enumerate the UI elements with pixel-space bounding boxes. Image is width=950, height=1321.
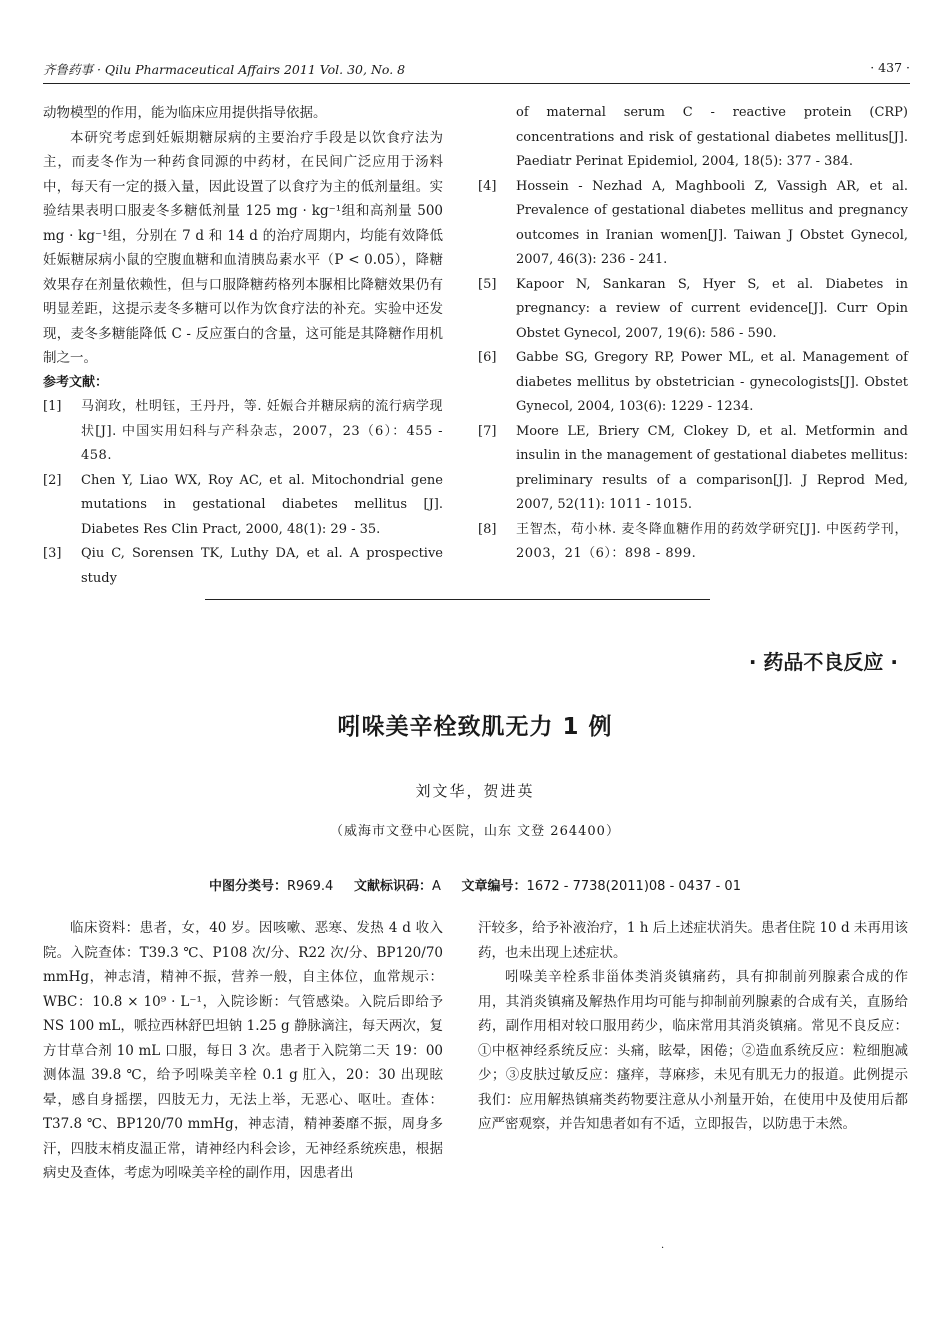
reference-number: [8] (478, 521, 497, 537)
reference-number: [5] (478, 276, 497, 292)
journal-citation: 齐鲁药事 · Qilu Pharmaceutical Affairs 2011 Vol. 30, No. 8 (43, 62, 406, 77)
article-right-column (478, 916, 908, 1137)
reference-item (478, 420, 908, 518)
reference-number: [7] (478, 423, 497, 439)
reference-item (478, 346, 908, 420)
reference-text: Gabbe SG, Gregory RP, Power ML, et al. Management of diabetes mellitus by obstetrician - gynecologists[J]. Obstet Gynecol, 2004, 103(6): 1229 - 1234. (516, 350, 908, 414)
reference-number: [1] (43, 399, 62, 414)
reference-number: [2] (43, 472, 62, 488)
header-rule (43, 83, 910, 84)
section-title: · 药品不良反应 · (748, 650, 898, 674)
page-number: · 437 · (870, 60, 910, 75)
reference-text: Hossein - Nezhad A, Maghbooli Z, Vassigh AR, et al. Prevalence of gestational diabetes mellitus and pregnancy outcomes in Iranian women[J]. Taiwan J Obstet Gynecol, 2007, 46(3): 236 - 241. (516, 178, 908, 267)
references-heading: 参考文献： (43, 374, 109, 390)
paragraph: 本研究考虑到妊娠期糖尿病的主要治疗手段是以饮食疗法为主，而麦冬作为一种药食同源的中药材，在民间广泛应用于汤料中，每天有一定的摄入量，因此设置了以食疗为主的低剂量组。实验结果表明口服麦冬多糖低剂量 125 mg · kg⁻¹组和高剂量 500 mg · kg⁻¹组，分别在 7 d 和 14 d 的治疗周期内，均能有效降低妊娠糖尿病小鼠的空腹血糖和血清胰岛素水平（P < 0.05），降糖效果存在剂量依赖性，但与口服降糖药格列本脲相比降糖效果仍有明显差距，这提示麦冬多糖可以作为饮食疗法的补充。实验中还发现，麦冬多糖能降低 C - 反应蛋白的含量，这可能是其降糖作用机制之一。 (43, 129, 443, 366)
article-divider (205, 599, 710, 600)
reference-number: [3] (43, 546, 62, 561)
article-left-column (43, 916, 443, 1186)
reference-item (43, 469, 443, 543)
reference-item-continued (478, 101, 908, 175)
reference-number: [6] (478, 350, 497, 365)
classification-line (0, 875, 950, 894)
article-title: 吲哚美辛栓致肌无力 1 例 (337, 714, 613, 740)
reference-text: Kapoor N, Sankaran S, Hyer S, et al. Diabetes in pregnancy: a review of current evidence[J]. Curr Opin Obstet Gynecol, 2007, 19(6): 586 - 590. (516, 276, 908, 341)
article-no-label: 文章编号： (461, 879, 527, 894)
reference-text: Moore LE, Briery CM, Clokey D, et al. Metformin and insulin in the management of gestational diabetes mellitus: preliminary results of a comparison[J]. J Reprod Med, 2007, 52(11): 1011 - 1015. (516, 423, 908, 512)
clc-label: 中图分类号： (209, 879, 288, 894)
reference-item (478, 518, 908, 567)
clc-value: R969.4 (287, 879, 334, 894)
running-header (43, 60, 910, 82)
prev-article-right-column (478, 101, 908, 567)
affiliation: （威海市文登中心医院，山东 文登 264400） (330, 824, 620, 839)
reference-item (43, 542, 443, 591)
reference-number: [4] (478, 178, 497, 194)
reference-item (478, 175, 908, 273)
paragraph: 吲哚美辛栓系非甾体类消炎镇痛药，具有抑制前列腺素合成的作用，其消炎镇痛及解热作用均可能与抑制前列腺素的合成有关，直肠给药，副作用相对较口服用药少，临床常用其消炎镇痛。常见不良反应：①中枢神经系统反应：头痛，眩晕，困倦；②造血系统反应：粒细胞减少；③皮肤过敏反应：瘙痒，荨麻疹，未见有肌无力的报道。此例提示我们：应用解热镇痛类药物要注意从小剂量开始，在使用中及使用后都应严密观察，并告知患者如有不适，立即报告，以防患于未然。 (478, 969, 908, 1132)
paragraph: 临床资料：患者，女，40 岁。因咳嗽、恶寒、发热 4 d 收入院。入院查体：T39.3 ℃、P108 次/分、R22 次/分、BP120/70 mmHg，神志清，精神不振，营养一般，自主体位，血常规示：WBC：10.8 × 10⁹ · L⁻¹，入院诊断：气管感染。入院后即给予 NS 100 mL，哌拉西林舒巴坦钠 1.25 g 静脉滴注，每天两次，复方甘草合剂 10 mL 口服，每日 3 次。患者于入院第二天 19：00 测体温 39.8 ℃，给予吲哚美辛栓 0.1 g 肛入，20：30 出现眩晕，感自身摇摆，四肢无力，无法上举，无恶心、呕吐。查体：T37.8 ℃、BP120/70 mmHg，神志清，精神萎靡不振，周身多汗，四肢末梢皮温正常，请神经内科会诊，无神经系统疾患，根据病史及查体，考虑为吲哚美辛栓的副作用，因患者出 (43, 920, 443, 1181)
scan-mark: · (661, 1243, 665, 1254)
reference-text: of maternal serum C - reactive protein (CRP) concentrations and risk of gestational diabetes mellitus[J]. Paediatr Perinat Epidemiol, 2004, 18(5): 377 - 384. (516, 105, 908, 169)
authors: 刘文华，贺进英 (415, 782, 535, 800)
doc-code-value: A (431, 879, 441, 894)
reference-text: 马润玫，杜明钰，王丹丹，等. 妊娠合并糖尿病的流行病学现状[J]. 中国实用妇科与产科杂志，2007，23（6）：455 - 458. (81, 399, 443, 463)
prev-article-left-column (43, 101, 443, 591)
paragraph: 动物模型的作用，能为临床应用提供指导依据。 (43, 105, 327, 121)
reference-text: 王智杰，苟小林. 麦冬降血糖作用的药效学研究[J]. 中医药学刊，2003，21（6）：898 - 899. (516, 521, 908, 561)
paragraph: 汗较多，给予补液治疗，1 h 后上述症状消失。患者住院 10 d 未再用该药，也未出现上述症状。 (478, 920, 908, 961)
reference-text: Chen Y, Liao WX, Roy AC, et al. Mitochondrial gene mutations in gestational diabetes mellitus [J]. Diabetes Res Clin Pract, 2000, 48(1): 29 - 35. (81, 472, 443, 537)
reference-text: Qiu C, Sorensen TK, Luthy DA, et al. A prospective study (81, 546, 443, 586)
article-no-value: 1672 - 7738(2011)08 - 0437 - 01 (526, 879, 741, 894)
reference-item (478, 273, 908, 347)
reference-item (43, 395, 443, 469)
doc-code-label: 文献标识码： (353, 879, 432, 894)
